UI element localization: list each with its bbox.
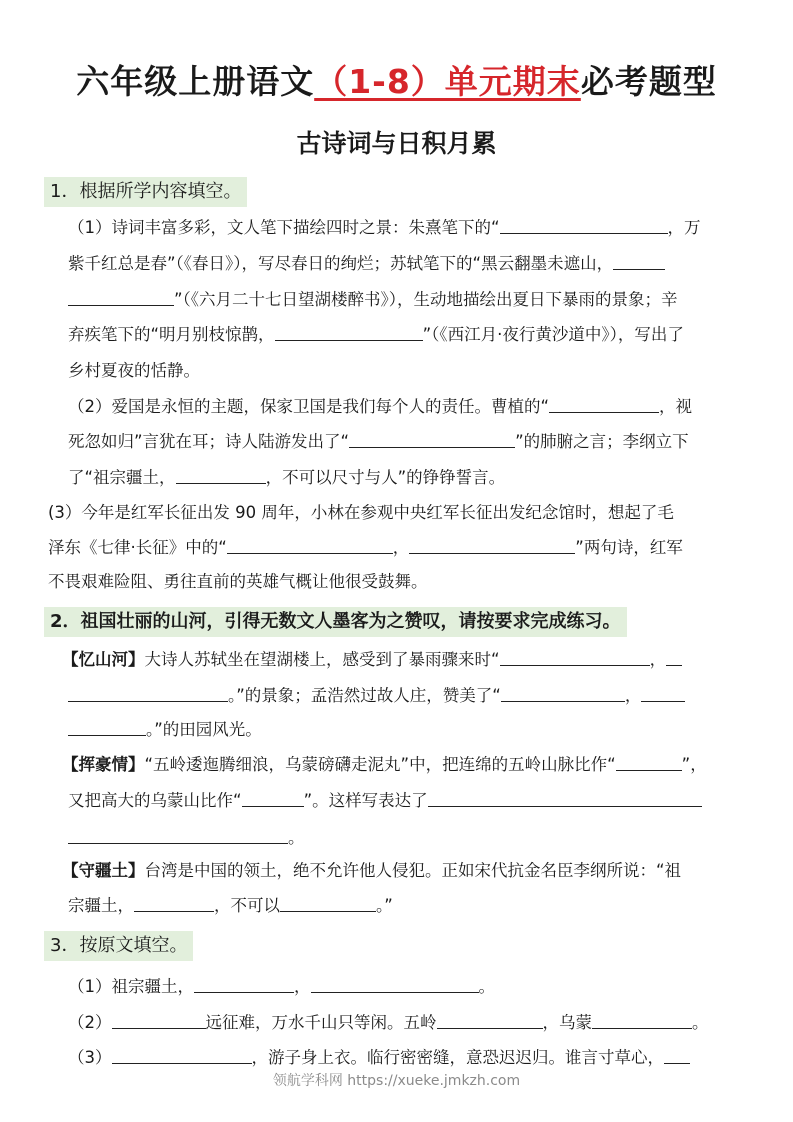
blank[interactable]: [227, 537, 393, 554]
s1-line-2: 紫千红总是春”（《春日》），写尽春日的绚烂；苏轼笔下的“黑云翻墨未遮山，: [68, 251, 665, 277]
s3-line-1: （1）祖宗疆土， ， 。: [68, 977, 495, 996]
blank[interactable]: [112, 1012, 206, 1029]
page-subtitle: 古诗词与日积月累: [296, 129, 497, 158]
footer-watermark: 领航学科网 https://xueke.jmkzh.com: [272, 1073, 521, 1089]
title-suffix: 必考题型: [580, 62, 717, 101]
s2-line-2: 。”的景象；孟浩然过故人庄，赞美了“ ，: [68, 683, 685, 709]
blank[interactable]: [311, 976, 479, 993]
section-1-heading: 1．根据所学内容填空。: [44, 177, 247, 207]
blank[interactable]: [275, 324, 423, 341]
s3-line-2: （2） 远征难，万水千山只等闲。五岭 ，乌蒙 。: [68, 1013, 709, 1032]
s2-line-7: 【守疆土】台湾是中国的领土，绝不允许他人侵犯。正如宋代抗金名臣李纲所说：“祖: [62, 861, 682, 880]
blank[interactable]: [112, 1047, 252, 1064]
blank[interactable]: [500, 217, 668, 234]
blank[interactable]: [501, 685, 625, 702]
blank[interactable]: [194, 976, 294, 993]
blank[interactable]: [641, 685, 685, 702]
blank[interactable]: [664, 1047, 690, 1064]
blank[interactable]: [280, 895, 376, 912]
s1-line-5: 乡村夏夜的恬静。: [68, 361, 200, 380]
blank[interactable]: [500, 649, 650, 666]
blank[interactable]: [613, 253, 665, 270]
blank[interactable]: [437, 1012, 543, 1029]
page-title: [0, 56, 793, 103]
s1-line-11: 不畏艰难险阻、勇往直前的英雄气概让他很受鼓舞。: [48, 572, 428, 591]
blank[interactable]: [349, 431, 515, 448]
s2-line-3: 。”的田园风光。: [68, 717, 262, 743]
s1-line-10: 泽东《七律·长征》中的“ ， ”两句诗，红军: [48, 538, 683, 557]
s2-line-8: 宗疆土， ，不可以 。”: [68, 896, 393, 915]
title-highlight: （1-8）单元期末: [314, 62, 581, 101]
s2-line-6: 。: [68, 825, 305, 851]
blank[interactable]: [68, 685, 228, 702]
blank[interactable]: [428, 790, 702, 807]
blank[interactable]: [68, 289, 174, 306]
s2-line-1: 【忆山河】大诗人苏轼坐在望湖楼上，感受到了暴雨骤来时“ ，: [62, 647, 682, 673]
section-2-heading: 2．祖国壮丽的山河，引得无数文人墨客为之赞叹，请按要求完成练习。: [44, 607, 627, 637]
blank[interactable]: [68, 719, 146, 736]
blank[interactable]: [549, 396, 659, 413]
s1-line-6: （2）爱国是永恒的主题，保家卫国是我们每个人的责任。曹植的“ ，视: [68, 397, 693, 416]
blank[interactable]: [666, 649, 682, 666]
s2-line-4: 【挥豪情】“五岭逶迤腾细浪，乌蒙磅礴走泥丸”中，把连绵的五岭山脉比作“ ”，: [62, 755, 707, 774]
blank[interactable]: [176, 467, 266, 484]
s1-line-7: 死忽如归”言犹在耳；诗人陆游发出了“ ”的肺腑之言；李纲立下: [68, 432, 689, 451]
blank[interactable]: [134, 895, 214, 912]
s1-line-8: 了“祖宗疆土， ，不可以尺寸与人”的铮铮誓言。: [68, 468, 506, 487]
section-3-heading: 3．按原文填空。: [44, 931, 193, 961]
blank[interactable]: [242, 790, 304, 807]
blank[interactable]: [409, 537, 575, 554]
s1-line-4: 弃疾笔下的“明月别枝惊鹊， ”（《西江月·夜行黄沙道中》），写出了: [68, 325, 684, 344]
blank[interactable]: [592, 1012, 692, 1029]
blank[interactable]: [616, 754, 682, 771]
s1-line-9: (3）今年是红军长征出发 90 周年，小林在参观中央红军长征出发纪念馆时，想起了毛: [48, 503, 674, 522]
blank[interactable]: [68, 827, 288, 844]
s3-line-3: （3） ，游子身上衣。临行密密缝，意恐迟迟归。谁言寸草心，: [68, 1045, 690, 1071]
title-prefix: 六年级上册语文: [76, 62, 315, 101]
s1-line-1: （1）诗词丰富多彩，文人笔下描绘四时之景：朱熹笔下的“ ，万: [68, 218, 701, 237]
s2-line-5: 又把高大的乌蒙山比作“ ”。这样写表达了: [68, 788, 702, 814]
s1-line-3: ”（《六月二十七日望湖楼醉书》），生动地描绘出夏日下暴雨的景象；辛: [68, 287, 678, 313]
